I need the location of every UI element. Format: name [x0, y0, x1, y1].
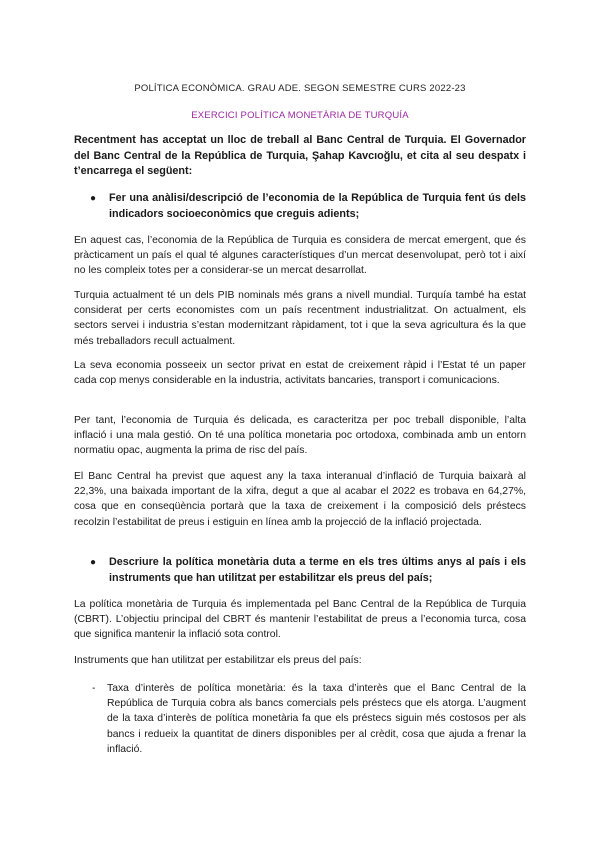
dash-item-text: Taxa d’interès de política monetària: és la taxa d’interès que el Banc Central de la República de Turquia cobra als bancs comercials pels préstecs que els atorga. L’augment de la taxa d’interès de política monetària fa que els préstecs siguin més costosos per als bancs i redueix la quantitat de diners disponibles per al crèdit, cosa que ajuda a frenar la inflació. — [107, 683, 526, 755]
paragraph: Per tant, l’economia de Turquia és delicada, es caracteritza per poc treball disponible, l’alta inflació i una mala gestió. On té una política monetaria poc ortodoxa, combinada amb un entorn normatiu opac, augmenta la prima de risc del país. — [74, 415, 526, 457]
bullet-text: Fer una anàlisi/descripció de l’economia de la República de Turquia fent ús dels indicadors socioeconòmics que creguis adients; — [109, 192, 526, 220]
bullet-item-1 — [92, 191, 526, 222]
course-header: POLÍTICA ECONÒMICA. GRAU ADE. SEGON SEMESTRE CURS 2022-23 — [134, 83, 466, 94]
bullet-marker: ● — [90, 193, 97, 204]
paragraph: Turquia actualment té un dels PIB nominals més grans a nivell mundial. Turquía també ha estat considerat per certs economistes com un país recentment industrialitzat. On actualment, els sectors servei i industria s’estan modernitzant ràpidament, tot i que la seva agricultura és la que més treballadors recull actualment. — [74, 290, 526, 347]
bullet-marker: ● — [90, 557, 97, 568]
intro-paragraph: Recentment has acceptat un lloc de treball al Banc Central de Turquia. El Governador del Banc Central de la República de Turquia, Şahap Kavcıoğlu, et cita al seu despatx i t’encarrega el següent: — [74, 134, 526, 178]
bullet-text: Descriure la política monetària duta a terme en els tres últims anys al país i els instruments que han utilitzat per estabilitzar els preus del país; — [109, 556, 526, 584]
dash-list-item — [92, 681, 526, 757]
exercise-title: EXERCICI POLÍTICA MONETÀRIA DE TURQUÍA — [191, 110, 409, 121]
paragraph: El Banc Central ha previst que aquest any la taxa interanual d’inflació de Turquia baixarà al 22,3%, una baixada important de la xifra, degut a que al acabar el 2022 es trobava en 64,27%, cosa que en conseqüència portarà que la taxa de creixement i la composició dels préstecs recolzin l’estabilitat de preus i estiguin en línea amb la projecció de la inflació projectada. — [74, 471, 526, 528]
paragraph: La política monetària de Turquia és implementada pel Banc Central de la República de Turquia (CBRT). L’objectiu principal del CBRT és mantenir l’estabilitat de preus a l’economia turca, cosa que significa mantenir la inflació sota control. — [74, 599, 526, 641]
paragraph: Instruments que han utilitzat per estabilitzar els preus del país: — [74, 655, 362, 666]
paragraph: La seva economia posseeix un sector privat en estat de creixement ràpid i l’Estat té un paper cada cop menys considerable en la industria, activitats bancaries, transport i comunicacions. — [74, 360, 526, 387]
paragraph: En aquest cas, l’economia de la República de Turquia es considera de mercat emergent, que és pràcticament un país el qual té algunes característiques d’un mercat desenvolupat, però tot i així no les compleix totes per a considerar-se un mercat desarrollat. — [74, 235, 526, 277]
dash-marker: - — [92, 683, 96, 694]
bullet-item-2 — [92, 555, 526, 586]
